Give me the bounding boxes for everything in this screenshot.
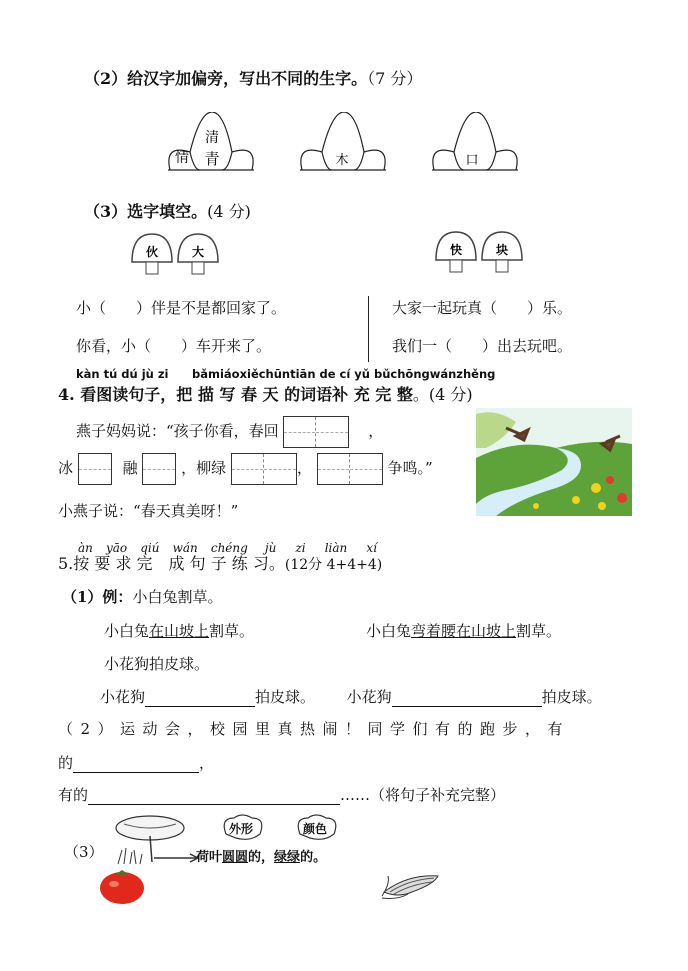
s3-right-line-2: 我们一（ ）出去玩吧。 xyxy=(392,337,573,355)
corn-picture xyxy=(378,870,448,904)
mushroom-char-2: 大 xyxy=(191,245,205,259)
q5-p3-label: （3） xyxy=(64,843,104,861)
q4-line-2: 冰 融 ，柳绿 ， 争鸣。” xyxy=(58,453,433,485)
q5-p3-sentence: 荷叶圆圆的，绿绿的。 xyxy=(196,850,327,865)
spring-picture xyxy=(476,408,632,516)
flower-3 xyxy=(424,112,524,174)
q5-pinyin: àn yāo qiú wán chéng jù zi liàn xí xyxy=(78,541,377,555)
q5-p2-line-3: 有的 ……（将句子补充完整） xyxy=(58,786,506,804)
fill-grid-1[interactable] xyxy=(283,416,349,448)
fill-row-1: 小花狗 拍皮球。 小花狗 拍皮球。 xyxy=(100,688,602,706)
flower-1-left: 情 xyxy=(175,150,189,166)
divider xyxy=(368,296,369,362)
blank-1[interactable] xyxy=(145,690,255,707)
mushroom-char-4: 块 xyxy=(495,243,509,257)
flower-2 xyxy=(292,112,392,174)
blank-3[interactable] xyxy=(73,756,199,773)
flower-2-center: 木 xyxy=(335,153,349,168)
q4-pinyin-1: kàn tú dú jù zi xyxy=(76,367,169,381)
q4-line-1: 燕子妈妈说：“孩子你看，春回 ， xyxy=(76,416,383,448)
blank-2[interactable] xyxy=(392,690,542,707)
s3-left-line-1: 小（ ）伴是不是都回家了。 xyxy=(76,299,287,317)
section-3-title: （3）选字填空。(4 分) xyxy=(84,202,251,221)
example-b: 小白兔弯着腰在山坡上割草。 xyxy=(366,622,562,640)
bubble-shape-label: 外形 xyxy=(229,822,254,836)
blank-4[interactable] xyxy=(88,788,340,805)
flower-3-center: 口 xyxy=(465,153,479,168)
q5-example: （1）例：小白兔割草。 xyxy=(62,588,223,606)
fill-grid-5[interactable] xyxy=(317,453,383,485)
bubble-color-label: 颜色 xyxy=(303,822,328,836)
s3-right-line-1: 大家一起玩真（ ）乐。 xyxy=(392,299,573,317)
section-2-title: （2）给汉字加偏旁，写出不同的生字。（7 分） xyxy=(84,69,423,88)
q5-question: 小花狗拍皮球。 xyxy=(104,655,210,673)
lotus-leaf-picture xyxy=(110,814,200,868)
example-a: 小白兔在山坡上割草。 xyxy=(104,622,255,640)
fill-grid-4[interactable] xyxy=(231,453,297,485)
flower-1-top: 清 xyxy=(205,130,219,146)
q4-title: 4. 看图读句子，把 描 写 春 天 的词语补 充 完 整。(4 分) xyxy=(58,385,473,404)
q4-pinyin-2: bǎmiáoxiěchūntiān de cí yǔ bǔchōngwánzhěng xyxy=(192,367,496,381)
q5-p2-line-2: 的 ， xyxy=(58,754,215,772)
fill-grid-2[interactable] xyxy=(78,453,112,485)
mushrooms-left xyxy=(128,232,228,276)
mushroom-char-1: 伙 xyxy=(145,245,159,259)
tomato-picture xyxy=(98,866,148,906)
flower-1-center: 青 xyxy=(204,150,220,168)
fill-grid-3[interactable] xyxy=(142,453,176,485)
mushroom-char-3: 快 xyxy=(449,243,463,257)
q5-p2-line-1: （2）运动会，校园里真热闹！同学们有的跑步，有 xyxy=(58,720,571,738)
flower-1 xyxy=(160,112,260,174)
q4-line-3: 小燕子说：“春天真美呀！” xyxy=(58,502,239,520)
s3-left-line-2: 你看，小（ ）车开来了。 xyxy=(76,337,272,355)
mushrooms-right xyxy=(432,230,532,274)
q5-title: 5.按 要 求 完 成 句 子 练 习。(12分 4+4+4) xyxy=(58,554,383,573)
